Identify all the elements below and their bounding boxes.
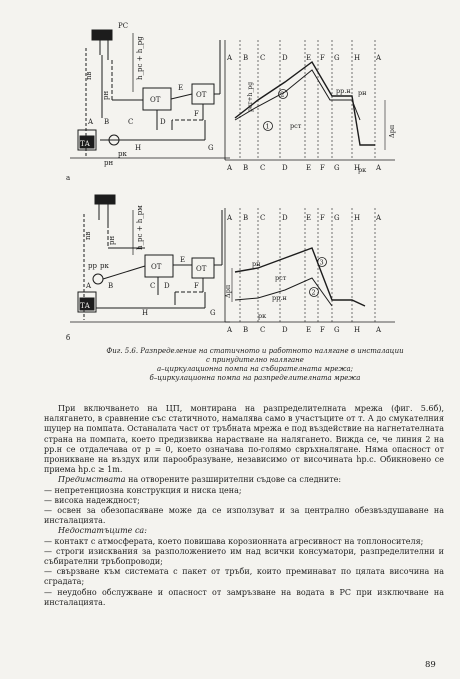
letter-h-left-b: H <box>142 309 149 317</box>
caption-sub-b: б–циркулационна помпа на разпределителната мрежа <box>149 374 361 382</box>
graph-letter-e-top-a: E <box>306 54 312 62</box>
graph-letter-b-bot-a: B <box>243 164 249 172</box>
letter-g-left-a: G <box>208 144 214 152</box>
graph-letter-e-bot-a: E <box>306 164 312 172</box>
schematic-b <box>70 195 230 322</box>
pk-label-a: pк <box>118 150 127 158</box>
graph-letter-a-bot-a: A <box>227 164 233 172</box>
letter-c-left-a: C <box>128 118 134 126</box>
graph-letter-a-top-b: A <box>227 214 233 222</box>
letter-e-left-b: E <box>180 256 186 264</box>
graph-letter-f-bot-b: F <box>320 326 325 334</box>
graph-letter-a2-bot-b: A <box>376 326 382 334</box>
letter-f-left-b: F <box>194 282 199 290</box>
body-text <box>44 404 444 608</box>
letter-b-left-b: B <box>108 282 114 290</box>
working-pressure-line-b <box>235 248 365 306</box>
graph-letter-d-bot-b: D <box>282 326 288 334</box>
ta-label-b: ТА <box>80 302 90 310</box>
graph-letter-a-bot-b: A <box>227 326 233 334</box>
ta-label-a: ТА <box>80 140 90 148</box>
graph-letter-g-bot-a: G <box>334 164 340 172</box>
graph-label-pn-a: pн <box>358 89 367 97</box>
graph-letter-c-top-b: C <box>260 214 266 222</box>
graph-letter-c-top-a: C <box>260 54 266 62</box>
graph-letter-c-bot-b: C <box>260 326 266 334</box>
pn-bottom-label-a: pн <box>104 159 114 167</box>
hrs-label-b: h_рс + h_рм <box>136 205 144 250</box>
graph-letter-e-bot-b: E <box>306 326 312 334</box>
letter-a-left-b: A <box>86 282 92 290</box>
graph-letter-a2-top-b: A <box>376 214 382 222</box>
graph-letter-h-bot-b: H <box>354 326 361 334</box>
graph-label-prn-a: pр.н <box>336 87 351 95</box>
dis-item-1: — контакт с атмосферата, което повишава корозионната агресивност на топлоносителя; <box>44 536 424 546</box>
graph-letter-a2-bot-a: A <box>376 164 382 172</box>
hrs-label-a: h_рс + h_рg <box>136 36 144 80</box>
nv-label-a: nв <box>85 71 93 80</box>
graph-letter-a2-top-a: A <box>376 54 382 62</box>
graph-label-dpp-b: Δpп <box>224 284 232 298</box>
graph-letter-h-top-b: H <box>354 214 361 222</box>
pn-label-a: pн <box>102 90 110 100</box>
advantages-lead: Предимствата <box>58 475 126 485</box>
letter-d-left-b: D <box>164 282 170 290</box>
advantages-heading <box>44 475 444 485</box>
graph-letter-f-top-a: F <box>320 54 325 62</box>
graph-letter-b-top-b: B <box>243 214 249 222</box>
graph-letter-f-bot-a: F <box>320 164 325 172</box>
graph-letter-b-top-a: B <box>243 54 249 62</box>
ot-label-b2: ОТ <box>196 265 207 273</box>
graph-letter-e-top-b: E <box>306 214 312 222</box>
graph-label-pn-b: pн <box>252 260 261 268</box>
letter-f-left-a: F <box>194 110 199 118</box>
page-number: 89 <box>425 660 436 670</box>
curve-3-marker-b: 3 <box>319 258 324 267</box>
letter-a-left-a: A <box>88 118 94 126</box>
graph-letter-g-top-a: G <box>334 54 340 62</box>
letter-c-left-b: C <box>150 282 156 290</box>
curve-markers-a <box>264 90 288 131</box>
ot-label-a2: ОТ <box>196 91 207 99</box>
graph-letter-g-bot-b: G <box>334 326 340 334</box>
graph-label-pst-a: pст <box>290 122 302 130</box>
pn-label-b: pн <box>108 235 116 245</box>
paragraph-main: При включването на ЦП, монтирана на разпределителната мрежа (фиг. 5.6б), налягането, в сравнение със статичното, намалява само в участъците от т. А до смукателния щуцер на помпата. Останалата част от тръбната мрежа е под въздействие на нагнетателната страна на помпата, което предизвиква нарастване на налягането. Вижда се, че линия 2 на pр.н се отдалечава от p = 0, което означава по-голямо свръхналягане. Няма опасност от проникване на въздух или парообразуване, независимо от височината hр.с. Обикновено се приема hр.с ≥ 1m. <box>44 404 444 475</box>
graph-letter-h-bot-a: H <box>354 164 361 172</box>
graph-letter-f-top-b: F <box>320 214 325 222</box>
pk-label-b: pк <box>100 262 109 270</box>
panel-label-a: а <box>66 174 71 182</box>
adv-item-1: — непретенциозна конструкция и ниска цена; <box>44 485 242 495</box>
graph-letter-d-top-a: D <box>282 54 288 62</box>
letter-h-left-a: H <box>135 144 142 152</box>
caption-sub-a: а–циркулационна помпа на събирателната мрежа; <box>156 365 354 373</box>
graph-letter-d-bot-a: D <box>282 164 288 172</box>
curve-2-marker-b: 2 <box>311 288 316 297</box>
caption-title: Фиг. 5.6. Разпределение на статичното и работното налягане в инсталации с принудително налягане <box>106 347 404 364</box>
ot-label-b1: ОТ <box>151 263 162 271</box>
panel-label-b: б <box>66 334 71 342</box>
curve-1-marker-a: 1 <box>265 122 270 131</box>
pump-b <box>93 274 103 284</box>
graph-label-pst-b: pст <box>275 274 287 282</box>
adv-item-2: — висока надеждност; <box>44 495 140 505</box>
graph-letter-b-bot-b: B <box>243 326 249 334</box>
figure-caption <box>105 347 405 383</box>
graph-label-pst-hpg: pст+h_рg <box>247 81 254 112</box>
ot-label-a1: ОТ <box>150 96 161 104</box>
graph-letter-d-top-b: D <box>282 214 288 222</box>
graph-letter-h-top-a: H <box>354 54 361 62</box>
expansion-tank-b <box>95 195 115 204</box>
expansion-tank-a <box>92 30 112 40</box>
graph-label-dpp-a: Δpп <box>388 124 396 138</box>
graph-letter-c-bot-a: C <box>260 164 266 172</box>
adv-item-3: — освен за обезопасяване може да се използуват и за централно обезвъздушаване на инсталацията. <box>44 506 444 526</box>
graph-b <box>225 208 395 322</box>
letter-b-left-a: B <box>104 118 110 126</box>
dis-item-3: — свързване към системата с пакет от тръби, които преминават по цялата височина на сградата; <box>44 567 444 587</box>
graph-label-pk-b: pк <box>258 312 267 320</box>
advantages-rest: на отворените разширителни съдове са следните: <box>125 475 342 485</box>
letter-e-left-a: E <box>178 84 184 92</box>
nv-label-b: nв <box>84 231 92 240</box>
letter-d-left-a: D <box>160 118 166 126</box>
disadvantages-heading: Недостатъците са: <box>58 526 147 536</box>
curve-2-marker-a: 2 <box>280 90 285 99</box>
graph-letter-g-top-b: G <box>334 214 340 222</box>
letter-g-left-b: G <box>210 309 216 317</box>
dis-item-2: — строги изисквания за разположението им над всички консуматори, разпределителни и събирателни тръбопроводи; <box>44 546 444 567</box>
rs-label-a: РС <box>118 22 129 30</box>
dis-item-4: — неудобно обслужване и опасност от замръзване на водата в РС при изключване на инсталацията. <box>44 587 444 607</box>
graph-letter-a-top-a: A <box>227 54 233 62</box>
pr-label-b: pр <box>88 262 97 270</box>
graph-label-prn-b: pр.н <box>272 294 287 302</box>
graph-label-pk-a: pк <box>358 166 367 174</box>
